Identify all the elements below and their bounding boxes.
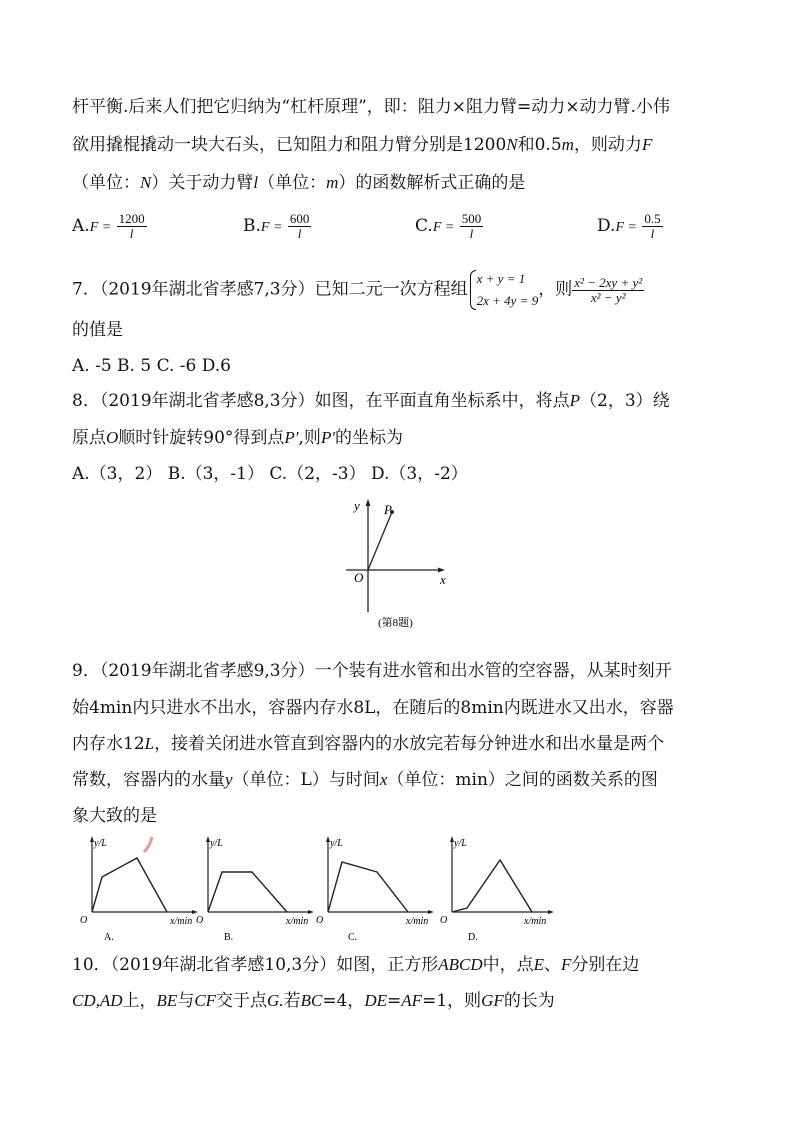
- graph-c-caption: C.: [348, 932, 358, 943]
- q10-segment-bc: BC: [300, 991, 323, 1010]
- q9-graphs-svg: [72, 832, 562, 947]
- q8-options: A.（3，2） B.（3，-1） C.（2，-3） D.（3，-2）: [72, 464, 468, 484]
- q6-unit-n: N: [506, 135, 518, 154]
- option-label: D.: [597, 216, 616, 236]
- q8-text: ,则: [298, 428, 321, 448]
- fraction-denominator: x² − y²: [590, 289, 626, 305]
- q10-segment-be: BE: [156, 991, 178, 1010]
- q10-text: 上，: [122, 991, 157, 1011]
- q8-figure: [340, 494, 460, 634]
- q10-square-abcd: ABCD: [438, 955, 483, 974]
- segment-op: [368, 512, 392, 570]
- q10-text: 交于点: [216, 991, 268, 1011]
- q9-line-2: 始4min内只进水不出水，容器内存水8L，在随后的8min内既进水又出水，容器: [72, 698, 674, 718]
- q6-option-c[interactable]: [415, 212, 483, 241]
- q9-text: 常数，容器内的水量: [72, 770, 225, 790]
- q6-option-b[interactable]: [243, 212, 311, 241]
- option-fraction: [642, 212, 662, 241]
- graph-d-curve: [452, 860, 532, 912]
- q10-point-f: F: [561, 955, 572, 974]
- q6-text: 和0.5: [517, 135, 562, 155]
- fraction-numerator: 0.5: [644, 211, 661, 226]
- q6-unit-m: m: [561, 135, 574, 154]
- q10-text: =: [387, 991, 402, 1011]
- q7-line-2: 的值是: [72, 320, 123, 340]
- q10-segment-cf: CF: [194, 991, 217, 1010]
- q10-text: 若: [283, 991, 301, 1011]
- q10-line-1: [72, 955, 639, 975]
- graph-c-x-label: x/min: [406, 916, 429, 927]
- q10-text: =4，: [322, 991, 365, 1011]
- q10-sides: CD,AD: [72, 991, 123, 1010]
- graph-d[interactable]: [440, 836, 554, 943]
- option-lhs: F =: [615, 220, 637, 235]
- option-label: A.: [72, 216, 90, 236]
- x-axis-label: x: [440, 572, 446, 587]
- graph-b-x-arrow: [308, 910, 314, 914]
- q9-var-y: y: [225, 770, 233, 789]
- graph-c-curve: [328, 862, 408, 912]
- q10-segment-de: DE: [364, 991, 388, 1010]
- option-fraction: [288, 212, 312, 241]
- graph-a-caption: A.: [104, 932, 114, 943]
- q9-line-4: [72, 770, 658, 790]
- q9-var-x: x: [379, 770, 388, 789]
- q8-text: 的坐标为: [335, 428, 404, 448]
- q6-line-3: [72, 173, 525, 193]
- fraction-numerator: x² − 2xy + y²: [574, 274, 643, 290]
- graph-a-x-label: x/min: [170, 916, 193, 927]
- q7-text: ，则: [538, 279, 573, 300]
- q8-point-p: P: [569, 391, 581, 410]
- q9-line-1: 9．（2019年湖北省孝感9,3分）一个装有进水管和出水管的空容器，从某时刻开: [72, 661, 672, 681]
- option-fraction: [460, 212, 484, 241]
- q6-text: （单位：: [258, 173, 327, 193]
- graph-d-origin: O: [440, 915, 448, 926]
- graph-a[interactable]: [80, 836, 198, 943]
- q7-fraction: [572, 276, 644, 305]
- option-label: C.: [415, 216, 433, 236]
- fraction-denominator: l: [650, 226, 655, 241]
- q8-text: 顺时针旋转90°得到点: [118, 428, 285, 448]
- fraction-denominator: l: [297, 226, 302, 241]
- q6-text: ，则动力: [573, 135, 642, 155]
- q10-segment-gf: GF: [481, 991, 504, 1010]
- q10-text: 与: [177, 991, 195, 1011]
- q6-unit-m: m: [326, 173, 339, 192]
- q10-line-2: [72, 991, 555, 1011]
- option-fraction: [117, 212, 147, 241]
- q6-text: ）的函数解析式正确的是: [338, 173, 526, 193]
- graph-b-curve: [208, 872, 287, 912]
- q8-line-1: [72, 391, 670, 411]
- q7-text: 7．（2019年湖北省孝感7,3分）已知二元一次方程组: [72, 279, 468, 300]
- option-label: B.: [243, 216, 261, 236]
- q9-line-3: [72, 734, 664, 754]
- option-lhs: F =: [260, 220, 283, 235]
- coordinate-plane: [340, 494, 460, 634]
- graph-c-origin: O: [316, 915, 324, 926]
- graph-b-x-label: x/min: [286, 916, 309, 927]
- equation-2: 2x + 4y = 9: [476, 293, 539, 308]
- q6-text: （单位：: [72, 173, 140, 193]
- q6-text: ）关于动力臂: [151, 173, 254, 193]
- q6-text: 欲用撬棍撬动一块大石头，已知阻力和阻力臂分别是1200: [72, 135, 507, 155]
- q8-text: （2，3）绕: [580, 391, 670, 411]
- q10-text: 分别在边: [571, 955, 640, 975]
- q8-text: 原点: [72, 428, 106, 448]
- q10-text: 10．（2019年湖北省孝感10,3分）如图，正方形: [72, 955, 439, 975]
- option-lhs: F =: [89, 220, 112, 235]
- graph-c-x-arrow: [428, 910, 434, 914]
- point-p-label: P: [384, 502, 392, 517]
- q8-line-2: [72, 428, 403, 448]
- graph-b-y-label: y/L: [210, 838, 223, 849]
- q10-text: =1，则: [422, 991, 482, 1011]
- graph-d-x-label: x/min: [524, 916, 547, 927]
- q10-text: 中，点: [482, 955, 534, 975]
- fraction-numerator: 500: [461, 211, 482, 226]
- option-lhs: F =: [432, 220, 455, 235]
- q9-line-5: 象大致的是: [72, 806, 157, 826]
- q10-text: 的长为: [503, 991, 555, 1011]
- fraction-denominator: l: [129, 226, 134, 241]
- q8-text: 8．（2019年湖北省孝感8,3分）如图，在平面直角坐标系中，将点: [72, 391, 570, 411]
- graph-b-caption: B.: [224, 932, 234, 943]
- q6-option-a[interactable]: [72, 212, 147, 241]
- y-axis-arrow: [366, 499, 371, 506]
- fraction-denominator: l: [469, 226, 474, 241]
- q9-graphs: [72, 832, 562, 947]
- q8-point-p-prime: P′: [284, 428, 299, 447]
- figure-caption: (第8题): [378, 617, 413, 629]
- q9-text: 内存水12: [72, 734, 145, 754]
- graph-b-origin: O: [196, 915, 204, 926]
- graph-d-caption: D.: [468, 932, 478, 943]
- q9-text: ，接着关闭进水管直到容器内的水放完若每分钟进水和出水量是两个: [154, 734, 665, 754]
- graph-c-y-label: y/L: [330, 838, 343, 849]
- fraction-numerator: 600: [289, 211, 310, 226]
- equation-1: x + y = 1: [476, 271, 526, 286]
- q10-point-g: G.: [267, 991, 284, 1010]
- q10-segment-af: AF: [401, 991, 423, 1010]
- graph-a-origin: O: [80, 915, 88, 926]
- q6-var-f: F: [641, 135, 653, 154]
- q9-unit-l: L: [144, 734, 155, 753]
- origin-label: O: [354, 570, 364, 585]
- graph-a-curve: [92, 858, 167, 912]
- q6-option-d[interactable]: [597, 212, 663, 241]
- q10-point-e: E: [533, 955, 545, 974]
- y-axis-label: y: [354, 498, 360, 513]
- q6-var-l: l: [253, 173, 259, 192]
- graph-b[interactable]: [196, 836, 314, 943]
- q9-text: （单位：min）之间的函数关系的图: [387, 770, 658, 790]
- graph-a-y-label: y/L: [94, 838, 107, 849]
- q7-stem: [72, 268, 644, 312]
- q6-unit-n: N: [140, 173, 152, 192]
- q10-text: 、: [544, 955, 562, 975]
- q8-point-p-prime: P′: [320, 428, 336, 447]
- graph-d-y-label: y/L: [454, 838, 467, 849]
- q7-options: A. -5 B. 5 C. -6 D.6: [72, 356, 231, 376]
- graph-a-stain: [144, 837, 152, 852]
- q8-origin-o: O: [106, 428, 119, 447]
- graph-d-x-arrow: [548, 910, 554, 914]
- fraction-numerator: 1200: [118, 211, 145, 226]
- q6-line-1: 杆平衡.后来人们把它归纳为“杠杆原理”，即：阻力×阻力臂=动力×动力臂.小伟: [72, 97, 670, 117]
- q9-text: （单位：L）与时间: [232, 770, 380, 790]
- equation-system: [468, 268, 539, 312]
- graph-c[interactable]: [316, 836, 434, 943]
- q6-line-2: [72, 135, 652, 155]
- graph-a-x-arrow: [192, 910, 198, 914]
